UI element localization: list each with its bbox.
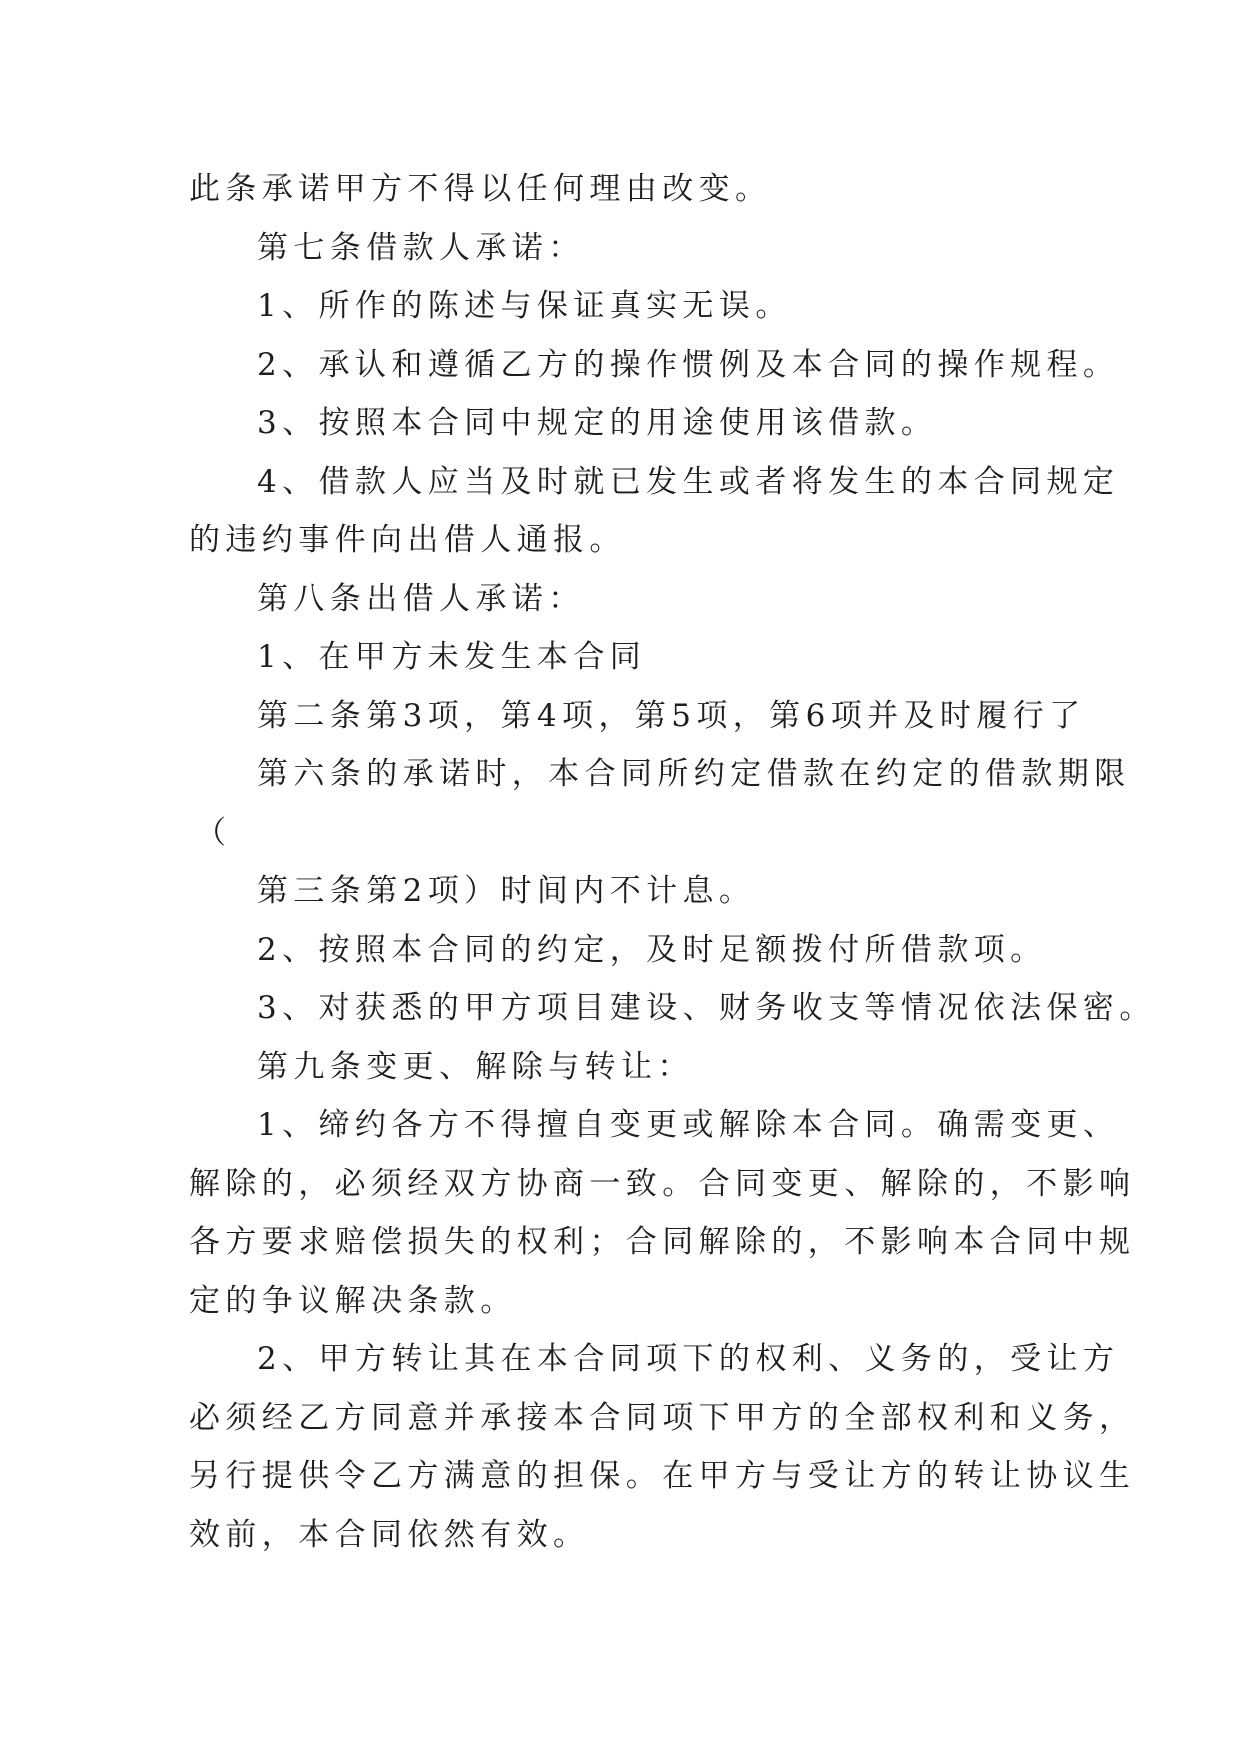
text-line: 另行提供令乙方满意的担保。在甲方与受让方的转让协议生 (189, 1458, 1136, 1494)
contract-body (189, 160, 1156, 1564)
text-line: 定的争议解决条款。 (189, 1282, 517, 1319)
text-line: （ (195, 814, 232, 851)
text-line: 的违约事件向出借人通报。 (189, 522, 626, 558)
text-line: 解除的，必须经双方协商一致。合同变更、解除的，不影响 (189, 1165, 1136, 1202)
text-line: 效前，本合同依然有效。 (189, 1516, 590, 1553)
text-line: 第七条借款人承诺： (257, 229, 585, 266)
text-line: 3、对获悉的甲方项目建设、财务收支等情况依法保密。 (257, 990, 1156, 1026)
text-line: 此条承诺甲方不得以任何理由改变。 (189, 171, 772, 207)
text-line: 第六条的承诺时，本合同所约定借款在约定的借款期限 (257, 756, 1131, 792)
text-line: 4、借款人应当及时就已发生或者将发生的本合同规定 (257, 463, 1120, 500)
text-line: 3、按照本合同中规定的用途使用该借款。 (257, 405, 938, 441)
text-line: 第二条第3项，第4项，第5项，第6项并及时履行了 (257, 697, 1086, 734)
text-line: 各方要求赔偿损失的权利；合同解除的，不影响本合同中规 (189, 1224, 1136, 1260)
text-line: 2、承认和遵循乙方的操作惯例及本合同的操作规程。 (257, 346, 1120, 383)
text-line: 1、所作的陈述与保证真实无误。 (257, 288, 792, 324)
text-line: 第九条变更、解除与转让： (257, 1048, 694, 1085)
text-line: 1、在甲方未发生本合同 (257, 639, 647, 675)
text-line: 2、按照本合同的约定，及时足额拨付所借款项。 (257, 931, 1047, 968)
text-line: 第八条出借人承诺： (257, 580, 585, 617)
text-line: 必须经乙方同意并承接本合同项下甲方的全部权利和义务， (189, 1399, 1136, 1436)
text-line: 1、缔约各方不得擅自变更或解除本合同。确需变更、 (257, 1107, 1120, 1143)
text-line: 第三条第2项）时间内不计息。 (257, 873, 756, 909)
text-line: 2、甲方转让其在本合同项下的权利、义务的，受让方 (257, 1341, 1120, 1377)
